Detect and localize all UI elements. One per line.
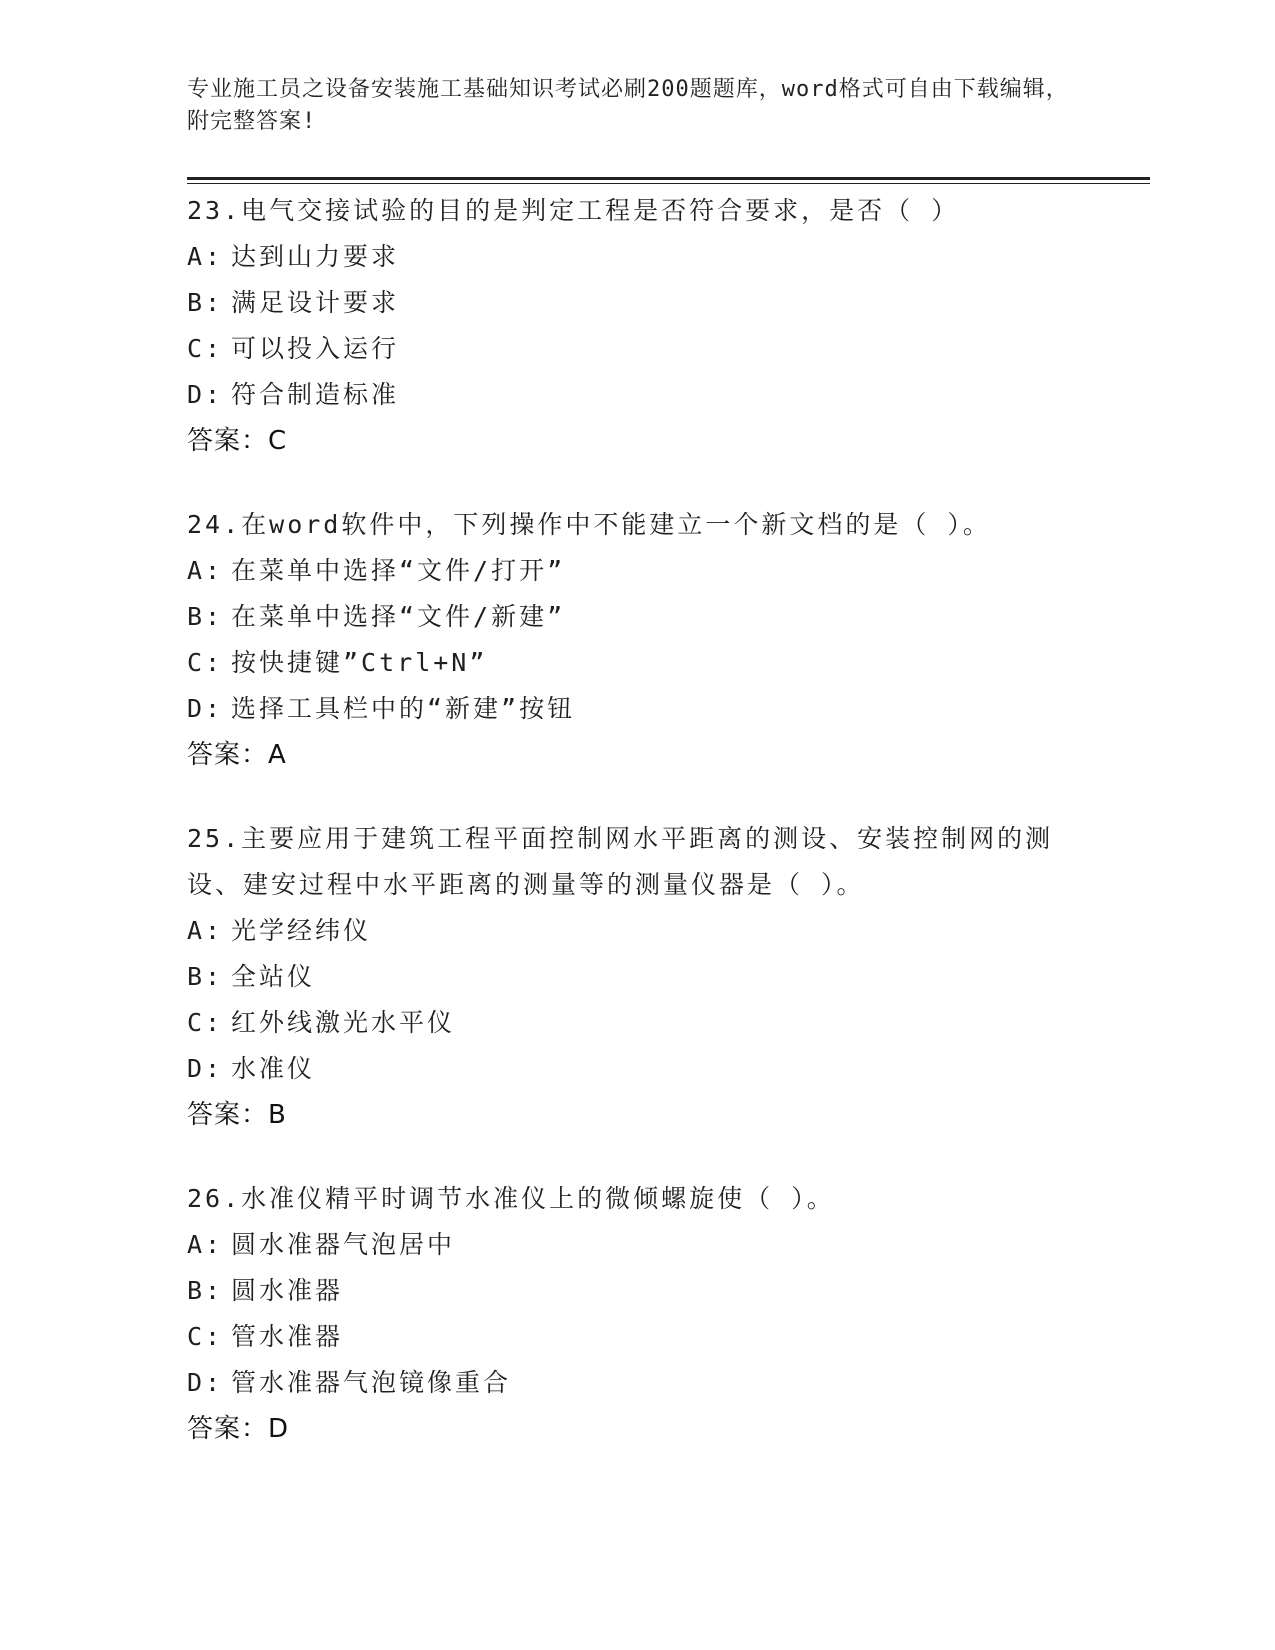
question-25: [187, 816, 1087, 1138]
option-key: D:: [187, 1054, 224, 1083]
option-b: [187, 954, 1087, 1000]
option-key: B:: [187, 962, 224, 991]
option-a: [187, 234, 1087, 280]
option-d: [187, 1360, 1087, 1406]
question-text: 23.电气交接试验的目的是判定工程是否符合要求，是否（ ）: [187, 196, 960, 225]
header-divider-thick: [187, 177, 1150, 180]
option-text: 红外线激光水平仪: [231, 1008, 456, 1037]
option-text: 选择工具栏中的“新建”按钮: [231, 694, 576, 723]
option-text: 达到山力要求: [231, 242, 400, 271]
option-key: A:: [187, 556, 224, 585]
option-text: 在菜单中选择“文件/新建”: [231, 602, 566, 631]
question-23: [187, 188, 1087, 464]
option-key: C:: [187, 648, 224, 677]
option-text: 光学经纬仪: [231, 916, 372, 945]
option-key: D:: [187, 694, 224, 723]
option-key: D:: [187, 380, 224, 409]
option-key: C:: [187, 334, 224, 363]
option-key: B:: [187, 1276, 224, 1305]
option-key: B:: [187, 288, 224, 317]
option-a: [187, 548, 1087, 594]
option-b: [187, 1268, 1087, 1314]
option-text: 管水准器气泡镜像重合: [231, 1368, 512, 1397]
question-list: [187, 188, 1087, 1490]
answer-label: 答案：A: [187, 740, 287, 770]
answer-label: 答案：C: [187, 426, 288, 456]
option-a: [187, 1222, 1087, 1268]
option-c: [187, 640, 1087, 686]
option-key: A:: [187, 242, 224, 271]
option-key: D:: [187, 1368, 224, 1397]
option-text: 在菜单中选择“文件/打开”: [231, 556, 566, 585]
question-text: 25.主要应用于建筑工程平面控制网水平距离的测设、安装控制网的测设、建安过程中水平距离的测量等的测量仪器是（ ）。: [187, 824, 1054, 899]
option-b: [187, 594, 1087, 640]
option-c: [187, 1000, 1087, 1046]
option-key: C:: [187, 1008, 224, 1037]
option-key: B:: [187, 602, 224, 631]
option-c: [187, 1314, 1087, 1360]
option-text: 按快捷键”Ctrl+N”: [231, 648, 488, 677]
question-24: [187, 502, 1087, 778]
option-text: 圆水准器: [231, 1276, 344, 1305]
option-text: 符合制造标准: [231, 380, 400, 409]
option-key: A:: [187, 916, 224, 945]
option-key: C:: [187, 1322, 224, 1351]
question-text: 24.在word软件中，下列操作中不能建立一个新文档的是（ ）。: [187, 510, 991, 539]
option-text: 全站仪: [231, 962, 316, 991]
page-header-title: 专业施工员之设备安装施工基础知识考试必刷200题题库，word格式可自由下载编辑，附完整答案!: [187, 77, 1069, 134]
question-26: [187, 1176, 1087, 1452]
question-text: 26.水准仪精平时调节水准仪上的微倾螺旋使（ ）。: [187, 1184, 835, 1213]
option-a: [187, 908, 1087, 954]
answer-label: 答案：B: [187, 1100, 287, 1130]
option-d: [187, 1046, 1087, 1092]
option-text: 管水准器: [231, 1322, 344, 1351]
option-text: 圆水准器气泡居中: [231, 1230, 456, 1259]
option-d: [187, 372, 1087, 418]
option-c: [187, 326, 1087, 372]
header-divider-thin: [187, 183, 1150, 184]
option-d: [187, 686, 1087, 732]
option-text: 水准仪: [231, 1054, 316, 1083]
option-key: A:: [187, 1230, 224, 1259]
answer-label: 答案：D: [187, 1414, 290, 1444]
option-text: 可以投入运行: [231, 334, 400, 363]
option-b: [187, 280, 1087, 326]
option-text: 满足设计要求: [231, 288, 400, 317]
